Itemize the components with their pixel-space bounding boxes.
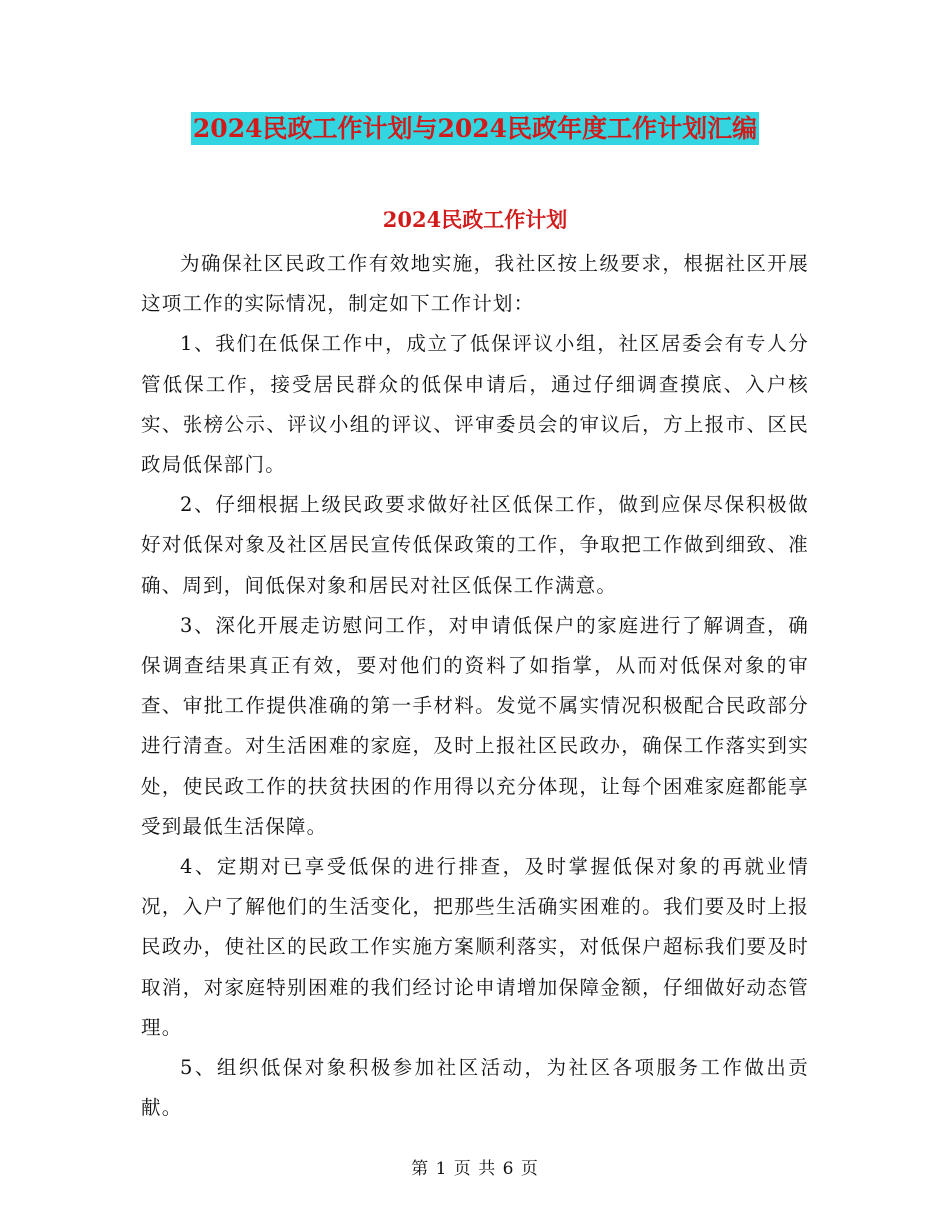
page-number-footer: 第 1 页 共 6 页 [411,1159,539,1179]
section-title: 2024民政工作计划 [382,207,568,232]
paragraph-item-2: 2、仔细根据上级民政要求做好社区低保工作，做到应保尽保积极做好对低保对象及社区居民宣传低保政策的工作，争取把工作做到细致、准确、周到，间低保对象和居民对社区低保工作满意。 [141,493,809,597]
document-title-wrapper [0,112,950,145]
paragraph-item-3: 3、深化开展走访慰问工作，对申请低保户的家庭进行了解调查，确保调查结果真正有效，要对他们的资料了如指掌，从而对低保对象的审查、审批工作提供准确的第一手材料。发觉不属实情况积极配合民政部分进行清查。对生活困难的家庭，及时上报社区民政办，确保工作落实到实处，使民政工作的扶贫扶困的作用得以充分体现，让每个困难家庭都能享受到最低生活保障。 [141,613,809,838]
paragraph-item-4: 4、定期对已享受低保的进行排查，及时掌握低保对象的再就业情况，入户了解他们的生活变化，把那些生活确实困难的。我们要及时上报民政办，使社区的民政工作实施方案顺利落实，对低保户超标我们要及时取消，对家庭特别困难的我们经讨论申请增加保障金额，仔细做好动态管理。 [141,855,809,1039]
document-title: 2024民政工作计划与2024民政年度工作计划汇编 [192,114,758,143]
paragraph-intro: 为确保社区民政工作有效地实施，我社区按上级要求，根据社区开展这项工作的实际情况，制定如下工作计划： [141,252,809,316]
document-body [141,244,809,1128]
paragraph-item-5: 5、组织低保对象积极参加社区活动，为社区各项服务工作做出贡献。 [141,1056,809,1120]
paragraph-item-1: 1、我们在低保工作中，成立了低保评议小组，社区居委会有专人分管低保工作，接受居民群众的低保申请后，通过仔细调查摸底、入户核实、张榜公示、评议小组的评议、评审委员会的审议后，方上报市、区民政局低保部门。 [141,332,809,477]
